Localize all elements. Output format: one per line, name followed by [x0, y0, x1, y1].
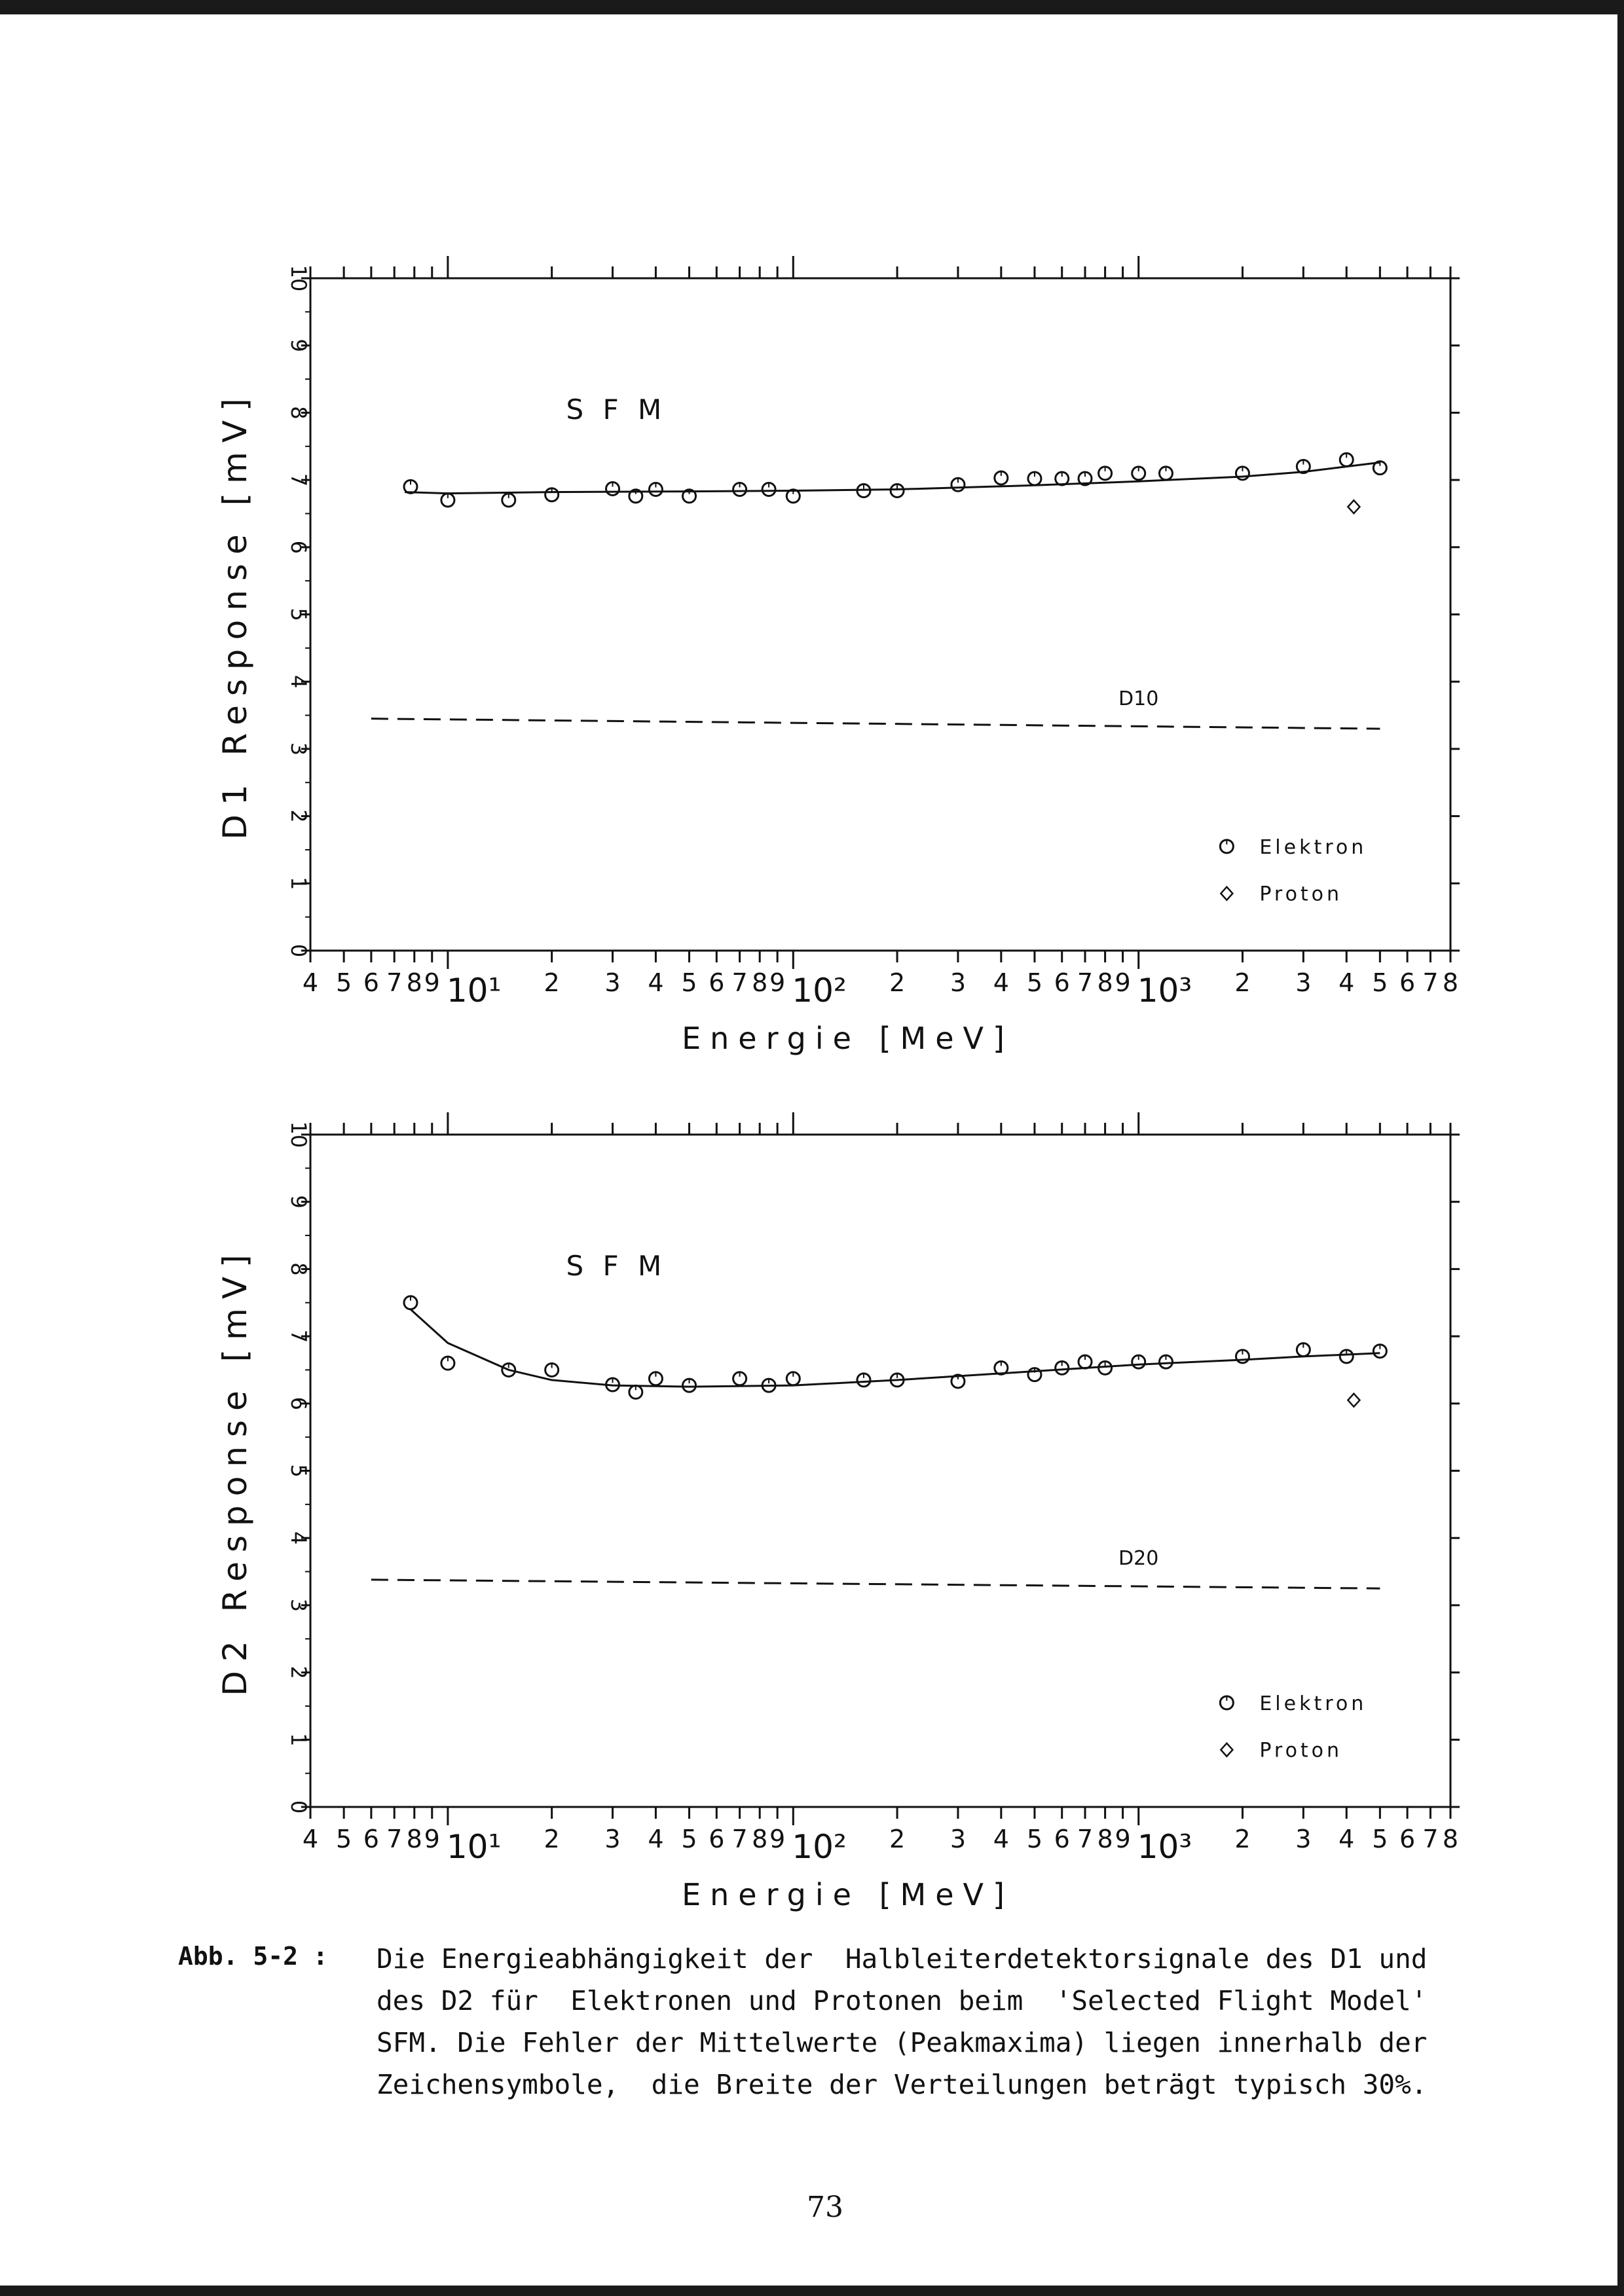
x-tick-label: 6	[363, 1825, 379, 1853]
caption-label: Abb. 5-2 :	[178, 1942, 328, 1971]
x-tick-label: 5	[1026, 968, 1043, 997]
y-tick-label: 6	[286, 1396, 311, 1410]
x-tick-label: 7	[1077, 1825, 1094, 1853]
data-point-elektron	[683, 490, 696, 503]
x-tick-label: 7	[1422, 968, 1439, 997]
x-tick-label: 5	[336, 968, 352, 997]
x-tick-label: 5	[1372, 968, 1388, 997]
x-tick-label: 10¹	[446, 972, 502, 1010]
y-tick-label: 3	[286, 742, 311, 756]
x-tick-label: 6	[1054, 1825, 1070, 1853]
chart-d2-response	[0, 1092, 1624, 1923]
data-point-elektron	[1297, 1343, 1310, 1357]
x-tick-label: 8	[406, 1825, 422, 1853]
x-tick-label: 2	[544, 1825, 560, 1853]
y-tick-label: 10	[286, 264, 311, 292]
data-point-elektron	[1099, 467, 1112, 480]
data-point-elektron	[1236, 467, 1249, 480]
data-point-elektron	[545, 1363, 559, 1376]
y-tick-label: 1	[286, 877, 311, 890]
caption-line: Die Energieabhängigkeit der Halbleiterdetektorsignale des D1 und	[377, 1943, 1428, 1975]
caption-line: des D2 für Elektronen und Protonen beim 'Selected Flight Model'	[377, 1985, 1428, 2016]
threshold-label: D10	[1118, 687, 1159, 711]
data-point-elektron	[786, 490, 800, 503]
x-tick-label: 7	[1422, 1825, 1439, 1853]
y-tick-label: 2	[286, 1666, 311, 1679]
legend-label-proton: Proton	[1259, 883, 1343, 906]
y-tick-label: 2	[286, 809, 311, 823]
x-tick-label: 3	[950, 1825, 967, 1853]
x-tick-label: 7	[731, 968, 748, 997]
x-tick-label: 8	[1097, 1825, 1113, 1853]
y-tick-label: 9	[286, 338, 311, 352]
data-point-elektron	[1056, 1361, 1069, 1374]
x-tick-label: 3	[604, 968, 621, 997]
x-tick-label: 10³	[1137, 1828, 1192, 1866]
x-tick-label: 10²	[792, 1828, 847, 1866]
x-axis-label: Energie [MeV]	[682, 1877, 1014, 1912]
data-point-elektron	[1028, 472, 1041, 485]
x-tick-label: 10²	[792, 972, 847, 1010]
data-point-elektron	[733, 483, 747, 496]
x-tick-label: 6	[709, 1825, 725, 1853]
x-tick-label: 4	[302, 1825, 319, 1853]
x-tick-label: 7	[386, 968, 403, 997]
data-point-elektron	[629, 1385, 642, 1398]
x-tick-label: 6	[1399, 1825, 1416, 1853]
y-tick-label: 7	[286, 473, 311, 487]
scan-border-bottom	[0, 2286, 1624, 2296]
x-tick-label: 2	[1234, 968, 1251, 997]
y-tick-label: 10	[286, 1121, 311, 1148]
x-tick-label: 5	[681, 968, 697, 997]
data-point-elektron	[857, 1374, 870, 1387]
data-point-proton	[1348, 1394, 1359, 1407]
x-tick-label: 5	[1372, 1825, 1388, 1853]
data-point-elektron	[733, 1372, 747, 1385]
y-tick-label: 5	[286, 1464, 311, 1478]
x-tick-label: 4	[993, 968, 1009, 997]
x-tick-label: 9	[769, 1825, 786, 1853]
x-tick-label: 9	[1115, 1825, 1131, 1853]
x-tick-label: 4	[1338, 1825, 1355, 1853]
caption-text	[377, 1938, 1427, 2105]
sfm-label: S F M	[566, 393, 667, 426]
x-tick-label: 6	[709, 968, 725, 997]
data-point-elektron	[1373, 462, 1386, 475]
x-tick-label: 2	[544, 968, 560, 997]
x-tick-label: 7	[1077, 968, 1094, 997]
x-tick-label: 2	[1234, 1825, 1251, 1853]
x-tick-label: 8	[406, 968, 422, 997]
x-tick-label: 6	[1054, 968, 1070, 997]
x-tick-label: 10³	[1137, 972, 1192, 1010]
x-tick-label: 8	[1097, 968, 1113, 997]
caption-line: SFM. Die Fehler der Mittelwerte (Peakmaxima) liegen innerhalb der	[377, 2027, 1428, 2058]
x-tick-label: 5	[681, 1825, 697, 1853]
x-tick-label: 10¹	[446, 1828, 502, 1866]
data-point-elektron	[1236, 1350, 1249, 1363]
data-point-elektron	[891, 484, 904, 498]
sfm-label: S F M	[566, 1250, 667, 1282]
y-tick-label: 8	[286, 1262, 311, 1276]
data-point-elektron	[404, 1296, 417, 1309]
data-point-elektron	[1079, 1355, 1092, 1368]
x-tick-label: 2	[889, 1825, 906, 1853]
data-point-elektron	[683, 1379, 696, 1392]
y-tick-label: 9	[286, 1195, 311, 1209]
data-point-elektron	[629, 490, 642, 503]
x-tick-label: 4	[648, 1825, 664, 1853]
x-tick-label: 3	[950, 968, 967, 997]
data-point-elektron	[786, 1372, 800, 1385]
data-point-proton	[1348, 500, 1359, 513]
data-point-elektron	[441, 494, 454, 507]
data-point-elektron	[1159, 1355, 1172, 1368]
x-tick-label: 5	[1026, 1825, 1043, 1853]
x-tick-label: 9	[424, 1825, 440, 1853]
threshold-line	[371, 719, 1380, 729]
data-point-elektron	[649, 1372, 662, 1385]
y-tick-label: 8	[286, 406, 311, 420]
data-point-elektron	[951, 1375, 965, 1388]
legend-label-elektron: Elektron	[1259, 1692, 1367, 1715]
y-tick-label: 0	[286, 1800, 311, 1814]
x-tick-label: 3	[604, 1825, 621, 1853]
chart-d1-response	[0, 236, 1624, 1067]
y-tick-label: 7	[286, 1329, 311, 1343]
data-point-elektron	[1159, 467, 1172, 480]
legend-marker-elektron	[1220, 840, 1233, 853]
x-tick-label: 3	[1295, 1825, 1312, 1853]
x-tick-label: 4	[993, 1825, 1009, 1853]
data-point-elektron	[441, 1357, 454, 1370]
y-tick-label: 3	[286, 1598, 311, 1613]
x-tick-label: 7	[386, 1825, 403, 1853]
data-point-elektron	[1132, 467, 1145, 480]
x-tick-label: 5	[336, 1825, 352, 1853]
x-tick-label: 7	[731, 1825, 748, 1853]
x-tick-label: 8	[752, 968, 768, 997]
x-tick-label: 3	[1295, 968, 1312, 997]
data-point-elektron	[404, 480, 417, 493]
y-tick-label: 0	[286, 943, 311, 958]
y-tick-label: 4	[286, 675, 311, 689]
x-tick-label: 6	[363, 968, 379, 997]
data-point-elektron	[995, 471, 1008, 484]
x-tick-label: 9	[424, 968, 440, 997]
legend-label-proton: Proton	[1259, 1739, 1343, 1762]
data-point-elektron	[1028, 1368, 1041, 1381]
caption-line: Zeichensymbole, die Breite der Verteilungen beträgt typisch 30%.	[377, 2069, 1428, 2100]
data-point-elektron	[545, 488, 559, 501]
x-tick-label: 4	[648, 968, 664, 997]
x-tick-label: 2	[889, 968, 906, 997]
data-point-elektron	[1373, 1345, 1386, 1358]
data-point-elektron	[1132, 1355, 1145, 1368]
scan-border-top	[0, 0, 1624, 14]
data-point-elektron	[1056, 472, 1069, 485]
data-point-elektron	[502, 494, 515, 507]
x-tick-label: 4	[1338, 968, 1355, 997]
legend-label-elektron: Elektron	[1259, 835, 1367, 859]
data-point-elektron	[649, 483, 662, 496]
y-axis-label: D1 Response [mV]	[216, 389, 254, 840]
data-point-elektron	[606, 482, 619, 495]
x-axis-label: Energie [MeV]	[682, 1021, 1014, 1056]
data-point-elektron	[1340, 453, 1353, 466]
page-number: 73	[807, 2191, 843, 2224]
y-tick-label: 1	[286, 1733, 311, 1747]
legend-marker-elektron	[1220, 1696, 1233, 1709]
data-point-elektron	[762, 483, 775, 496]
data-point-elektron	[951, 478, 965, 491]
threshold-label: D20	[1118, 1547, 1159, 1571]
threshold-line	[371, 1580, 1380, 1588]
x-tick-label: 8	[1442, 968, 1459, 997]
y-tick-label: 5	[286, 608, 311, 621]
x-tick-label: 6	[1399, 968, 1416, 997]
x-tick-label: 9	[769, 968, 786, 997]
y-tick-label: 4	[286, 1531, 311, 1545]
legend-marker-proton	[1221, 1743, 1232, 1757]
y-tick-label: 6	[286, 540, 311, 554]
x-tick-label: 4	[302, 968, 319, 997]
legend-marker-proton	[1221, 887, 1232, 900]
data-point-elektron	[1340, 1350, 1353, 1363]
y-axis-label: D2 Response [mV]	[216, 1245, 254, 1696]
x-tick-label: 9	[1115, 968, 1131, 997]
x-tick-label: 8	[1442, 1825, 1459, 1853]
x-tick-label: 8	[752, 1825, 768, 1853]
